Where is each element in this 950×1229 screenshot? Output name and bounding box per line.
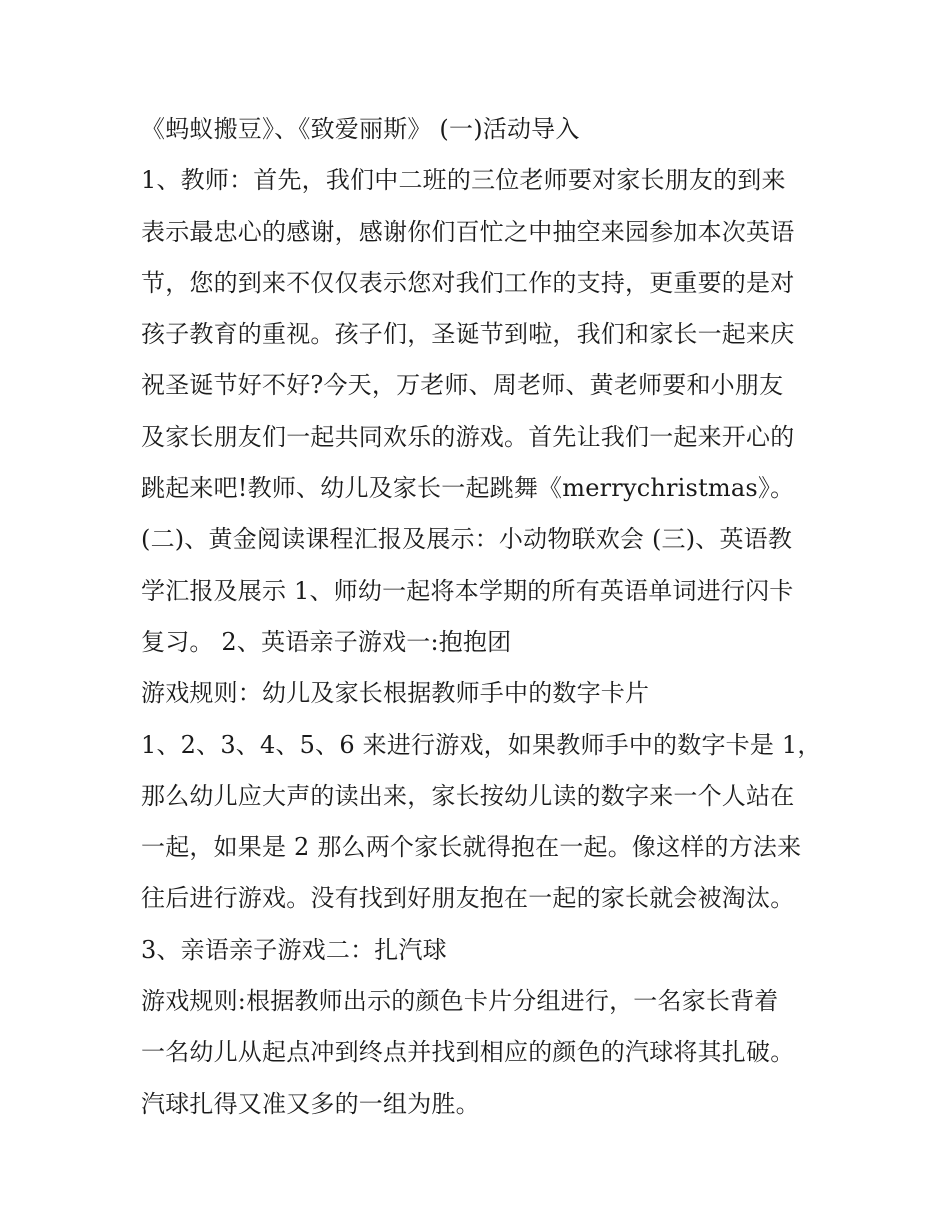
text-line: 1、教师：首先，我们中二班的三位老师要对家长朋友的到来	[141, 166, 786, 195]
text-line: 祝圣诞节好不好?今天，万老师、周老师、黄老师要和小朋友	[141, 371, 784, 400]
text-line: 及家长朋友们一起共同欢乐的游戏。首先让我们一起来开心的	[141, 422, 795, 451]
text-line: 1、2、3、4、5、6 来进行游戏，如果教师手中的数字卡是 1，	[141, 730, 822, 759]
text-line: 往后进行游戏。没有找到好朋友抱在一起的家长就会被淘汰。	[141, 884, 795, 913]
text-line: 孩子教育的重视。孩子们，圣诞节到啦，我们和家长一起来庆	[141, 320, 795, 349]
text-line: 跳起来吧!教师、幼儿及家长一起跳舞《merrychristmas》。	[141, 474, 795, 503]
text-line: 游戏规则:根据教师出示的颜色卡片分组进行，一名家长背着	[141, 987, 779, 1016]
text-line: 汽球扎得又准又多的一组为胜。	[141, 1089, 480, 1118]
text-line: (二)、黄金阅读课程汇报及展示：小动物联欢会 (三)、英语教	[141, 525, 793, 554]
text-line: 那么幼儿应大声的读出来，家长按幼儿读的数字来一个人站在	[141, 781, 795, 810]
text-line: 节，您的到来不仅仅表示您对我们工作的支持，更重要的是对	[141, 268, 795, 297]
text-line: 学汇报及展示 1、师幼一起将本学期的所有英语单词进行闪卡	[141, 576, 794, 605]
text-line: 游戏规则：幼儿及家长根据教师手中的数字卡片	[141, 679, 650, 708]
text-line: 一起，如果是 2 那么两个家长就得抱在一起。像这样的方法来	[141, 833, 802, 862]
text-line: 《蚂蚁搬豆》、《致爱丽斯》 (一)活动导入	[141, 115, 580, 143]
document-body	[141, 104, 821, 1130]
text-line: 3、亲语亲子游戏二：扎汽球	[141, 935, 447, 964]
text-line: 表示最忠心的感谢，感谢你们百忙之中抽空来园参加本次英语	[141, 217, 795, 246]
text-line: 复习。 2、英语亲子游戏一:抱抱团	[141, 627, 512, 656]
text-line: 一名幼儿从起点冲到终点并找到相应的颜色的汽球将其扎破。	[141, 1038, 795, 1067]
